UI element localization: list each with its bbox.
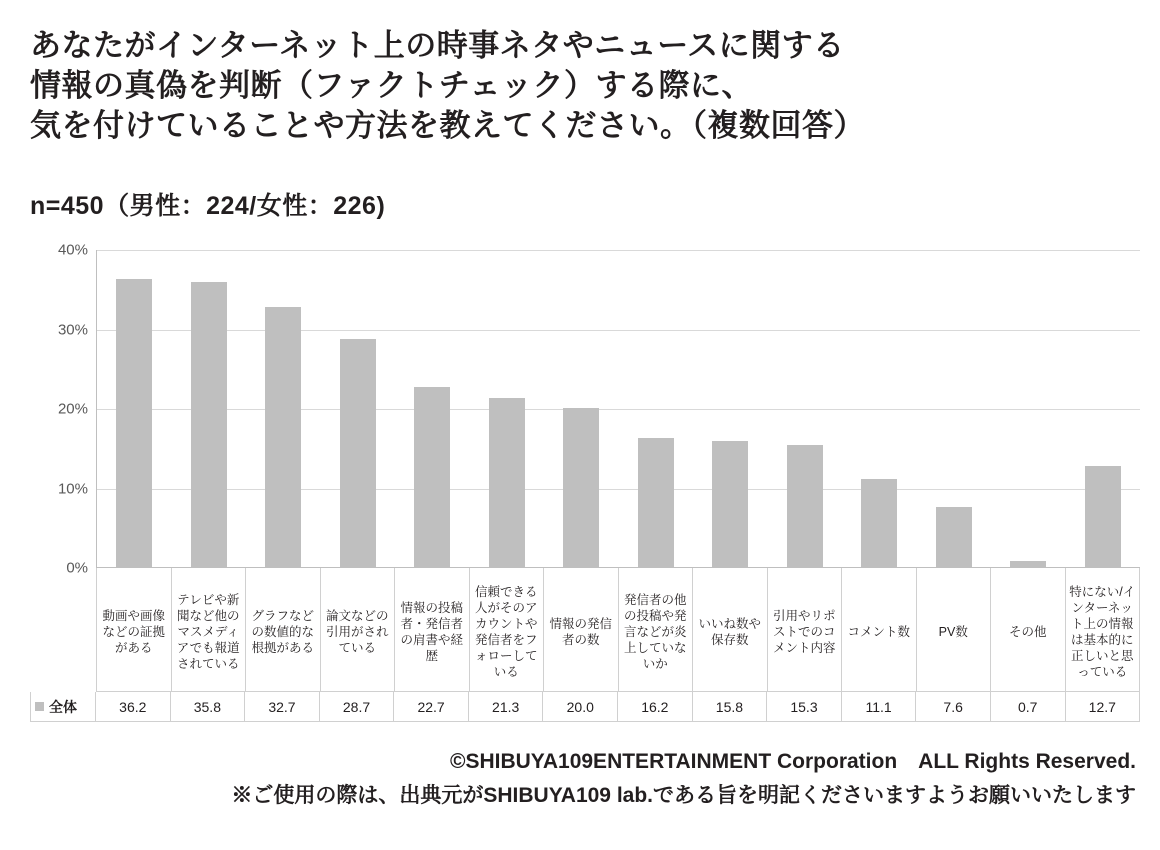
legend-label: 全体 — [49, 698, 77, 715]
bar-slot — [395, 250, 470, 567]
value-cell: 32.7 — [245, 692, 320, 721]
value-cell: 12.7 — [1066, 692, 1141, 721]
bar-slot — [544, 250, 619, 567]
category-label: PV数 — [917, 568, 992, 691]
ytick-label-20: 20% — [57, 400, 88, 418]
bar — [191, 282, 227, 567]
bar-slot — [246, 250, 321, 567]
value-cell: 21.3 — [469, 692, 544, 721]
value-cell: 36.2 — [96, 692, 171, 721]
value-cell: 28.7 — [320, 692, 395, 721]
category-label: テレビや新聞など他のマスメディアでも報道されている — [172, 568, 247, 691]
series-legend — [30, 692, 96, 721]
bar — [936, 507, 972, 567]
value-cells — [96, 692, 1140, 721]
bar — [1010, 561, 1046, 567]
category-label: コメント数 — [842, 568, 917, 691]
bar — [861, 479, 897, 567]
ytick-label-10: 10% — [57, 480, 88, 497]
ytick-label-30: 30% — [57, 321, 88, 338]
value-table-row — [30, 692, 1140, 722]
page-title — [30, 26, 1130, 146]
bar-slot — [693, 250, 768, 567]
chart-container — [30, 236, 1140, 736]
bar — [414, 387, 450, 567]
legend-swatch-icon — [35, 702, 44, 711]
copyright-text: ©SHIBUYA109ENTERTAINMENT Corporation ALL Rights Reserved. — [449, 750, 1136, 773]
category-label: 情報の発信者の数 — [544, 568, 619, 691]
bar — [638, 438, 674, 567]
value-cell: 20.0 — [543, 692, 618, 721]
bar-slot — [768, 250, 843, 567]
title-line-3: 気を付けていることや方法を教えてください。（複数回答） — [30, 108, 865, 143]
category-label: その他 — [991, 568, 1066, 691]
value-cell: 15.3 — [767, 692, 842, 721]
bar — [489, 398, 525, 567]
footer — [0, 745, 1136, 813]
value-cell: 0.7 — [991, 692, 1066, 721]
category-label-row — [96, 568, 1140, 692]
sample-size-label: n=450（男性：224/女性：226) — [30, 192, 386, 220]
title-line-2: 情報の真偽を判断（ファクトチェック）する際に、 — [30, 68, 753, 103]
category-label: 引用やリポストでのコメント内容 — [768, 568, 843, 691]
category-label: 情報の投稿者・発信者の肩書や経歴 — [395, 568, 470, 691]
ytick-label-0: 0% — [66, 559, 88, 577]
bar-slot — [917, 250, 992, 567]
bar — [712, 441, 748, 567]
bar-slot — [97, 250, 172, 567]
value-cell: 16.2 — [618, 692, 693, 721]
category-label: 信頼できる人がそのアカウントや発信者をフォローしている — [470, 568, 545, 691]
source-note-text: ※ご使用の際は、出典元がSHIBUYA109 lab.である旨を明記くださいますようお願いいたします — [231, 784, 1136, 807]
value-cell: 22.7 — [394, 692, 469, 721]
value-cell: 7.6 — [916, 692, 991, 721]
value-cell: 35.8 — [171, 692, 246, 721]
value-cell: 15.8 — [693, 692, 768, 721]
bar-series — [97, 250, 1140, 567]
bar-slot — [470, 250, 545, 567]
category-label: 動画や画像などの証拠がある — [96, 568, 172, 691]
bar — [340, 339, 376, 567]
plot-area — [57, 241, 1140, 577]
bar-slot — [991, 250, 1066, 567]
bar — [563, 408, 599, 567]
bar — [1085, 466, 1121, 567]
bar-slot — [619, 250, 694, 567]
bar-slot — [172, 250, 247, 567]
category-label: 発信者の他の投稿や発言などが炎上していないか — [619, 568, 694, 691]
category-label: 論文などの引用がされている — [321, 568, 396, 691]
bar — [265, 307, 301, 567]
ytick-label-40: 40% — [57, 241, 88, 259]
bar — [116, 279, 152, 567]
category-label: 特にない/インターネット上の情報は基本的に正しいと思っている — [1066, 568, 1141, 691]
bar-slot — [842, 250, 917, 567]
bar-slot — [1066, 250, 1141, 567]
bar — [787, 445, 823, 567]
bar-slot — [321, 250, 396, 567]
category-label: いいね数や保存数 — [693, 568, 768, 691]
category-label: グラフなどの数値的な根拠がある — [246, 568, 321, 691]
value-cell: 11.1 — [842, 692, 917, 721]
title-line-1: あなたがインターネット上の時事ネタやニュースに関する — [30, 28, 845, 63]
